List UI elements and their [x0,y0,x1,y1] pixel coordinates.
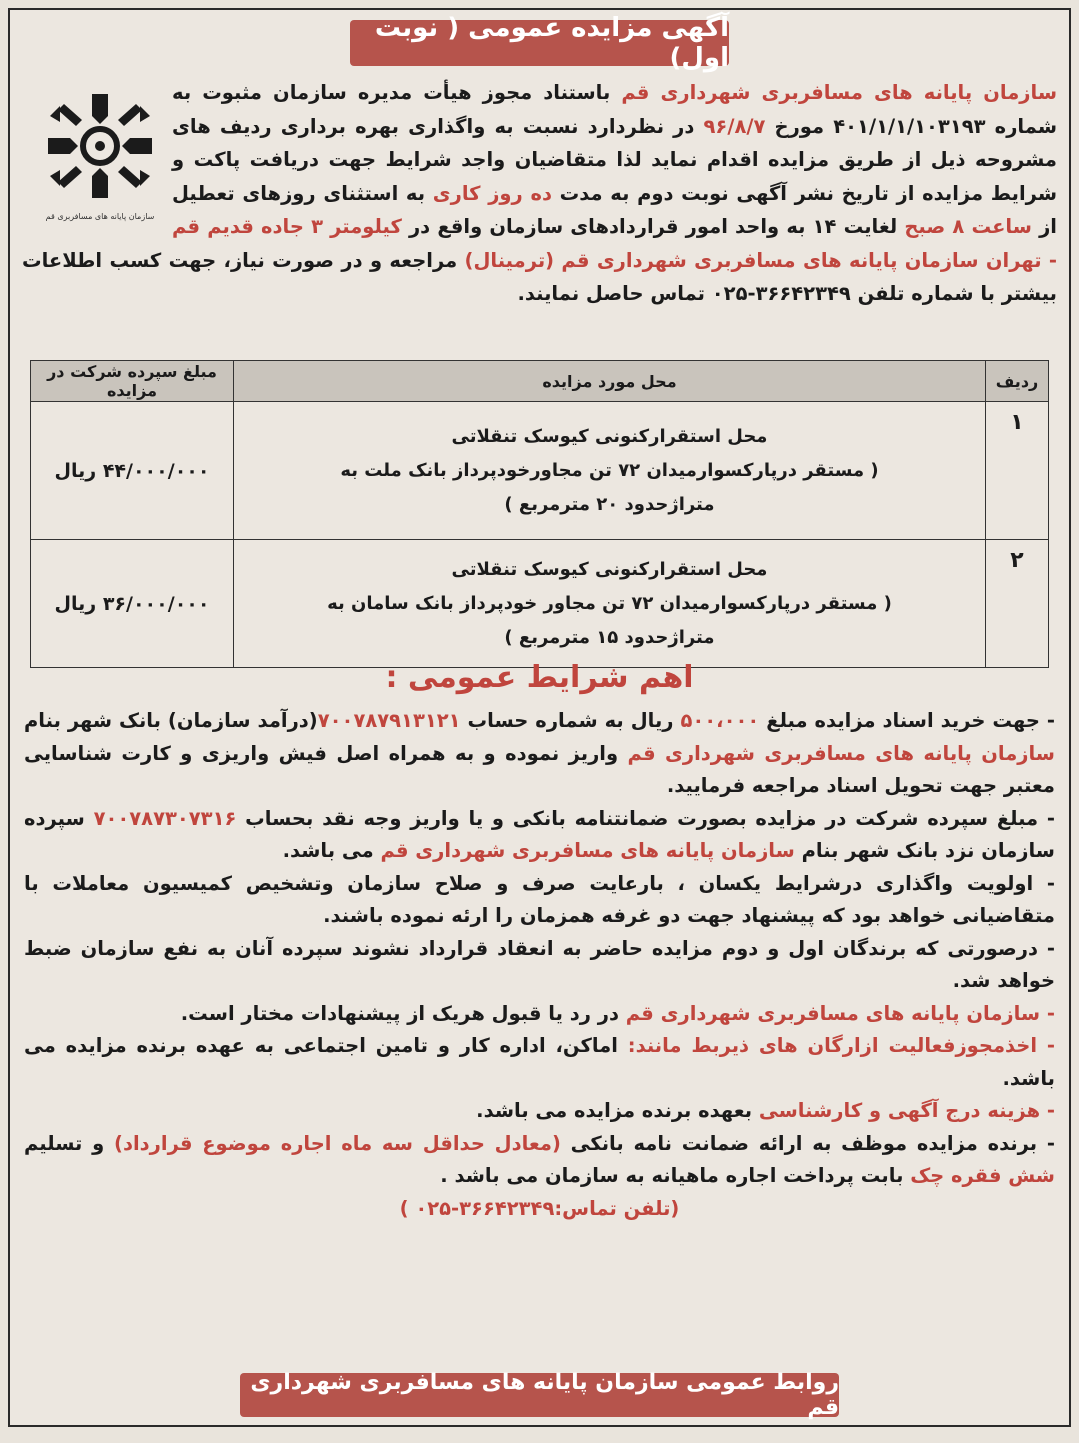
intro-part2: مورخ [765,114,834,138]
contact-phone: (تلفن تماس:۳۶۶۴۲۳۴۹-۰۲۵ ) [399,1196,680,1220]
condition-text: - برنده مزایده موظف به ارائه ضمانت نامه بانکی [560,1131,1055,1155]
advertisement-page [8,8,1071,1427]
condition-text: (درآمد سازمان) بانک شهر بنام [24,709,318,732]
condition-text: می باشد. [282,839,381,862]
row-number: ۱ [986,402,1049,540]
condition-item [24,1128,1055,1193]
place-line-1: محل استقرارکنونی کیوسک تنقلاتی [451,425,768,447]
row-number: ۲ [986,540,1049,668]
intro-paragraph [22,76,1057,311]
condition-item [24,803,1055,868]
condition-text: در رد یا قبول هریک از پیشنهادات مختار است. [180,1001,626,1025]
condition-item: - درصورتی که برندگان اول و دوم مزایده حاضر به انعقاد قرارداد نشوند سپرده آنان به نفع سازمان ضبط خواهد شد. [24,936,1055,992]
condition-highlight: - اخذمجوزفعالیت ازارگان های ذیربط مانند: [627,1034,1055,1057]
place-line-2: ( مستقر درپارکسوارمیدان ۷۲ تن مجاورخودپرداز بانک ملت به [340,459,879,481]
table-header-row [31,361,1049,402]
table-row [31,540,1049,668]
condition-highlight: - هزینه درج آگهی و کارشناسی [758,1099,1055,1122]
place-line-3: متراژحدود ۲۰ مترمربع ) [504,493,715,515]
condition-text: بعهده برنده مزایده می باشد. [476,1099,759,1122]
conditions-list [24,705,1055,1225]
intro-part1: باستناد مجوز هیأت مدیره سازمان مثبوت به شماره [172,81,1057,138]
intro-part5: لغایت ۱۴ به واحد امور قراردادهای سازمان واقع در [401,215,905,238]
auction-items-table [30,360,1049,668]
place-line-3: متراژحدود ۱۵ مترمربع ) [504,626,715,648]
col-header-place: محل مورد مزایده [234,361,986,402]
footer-banner [240,1370,839,1420]
intro-part4: به استثنای روزهای تعطیل از [172,181,1057,238]
conditions-title: اهم شرایط عمومی : [385,660,694,695]
duration: ده روز کاری [432,181,552,205]
condition-item [24,1030,1055,1095]
condition-text: اماکن، اداره کار و تامین اجتماعی به عهده برنده مزایده می باشد. [24,1034,1055,1090]
condition-text: - جهت خرید اسناد مزایده مبلغ [759,709,1055,732]
org-name: سازمان پایانه های مسافربری شهرداری قم [621,81,1057,104]
condition-item: - اولویت واگذاری درشرایط یکسان ، بارعایت صرف و صلاح سازمان وتشخیص کمیسیون معاملات با متقاضیانی خواهد بود که پیشنهاد جهت دو غرفه همزمان را ارئه نموده باشند. [24,871,1055,927]
deposit-amount: ۴۴/۰۰۰/۰۰۰ ریال [31,402,234,540]
letter-date: ۹۶/۸/۷ [703,114,766,138]
place-line-2: ( مستقر درپارکسوارمیدان ۷۲ تن مجاور خودپرداز بانک سامان به [327,592,892,614]
logo-caption: سازمان پایانه های مسافربری قم [45,212,155,221]
office-address: کیلومتر ۳ جاده قدیم قم - تهران سازمان پایانه های مسافربری شهرداری قم (ترمینال) [172,215,1057,272]
ad-title: آگهی مزایده عمومی ( نوبت اول) [374,13,729,73]
intro-part6: مراجعه و در صورت نیاز، جهت کسب اطلاعات بیشتر با شماره تلفن ۳۶۶۴۲۳۴۹-۰۲۵ تماس حاصل نمایند. [22,248,1057,305]
condition-text: بابت پرداخت اجاره ماهیانه به سازمان می باشد . [440,1164,911,1187]
condition-text: سپرده سازمان نزد بانک شهر بنام [24,806,1055,862]
intro-part3: در نظردارد نسبت به واگذاری بهره برداری ردیف های مشروحه ذیل از طریق مزایده اقدام نماید لذا متقاضیان واجد شرایط جهت دریافت پاکت و شرایط مزایده از تاریخ نشر آگهی نوبت دوم به مدت [172,114,1057,205]
ad-title-banner [350,13,729,73]
logo-spacer [22,76,172,241]
deposit-amount: ۳۶/۰۰۰/۰۰۰ ریال [31,540,234,668]
place-description [234,402,986,540]
col-header-row-number: ردیف [986,361,1049,402]
condition-text: واریز نموده و به همراه اصل فیش واریزی و کارت شناسایی معتبر جهت تحویل اسناد مراجعه فرمایید. [24,741,1055,797]
col-header-deposit: مبلغ سپرده شرکت در مزایده [31,361,234,402]
org-name: سازمان پایانه های مسافربری شهرداری قم [627,741,1055,765]
condition-highlight: شش فقره چک [910,1164,1055,1187]
condition-item [24,998,1055,1031]
condition-text: و تسلیم [24,1131,115,1155]
place-line-1: محل استقرارکنونی کیوسک تنقلاتی [451,558,768,580]
deposit-account-number: ۷۰۰۷۸۷۳۰۷۳۱۶ [93,806,237,830]
condition-highlight: (معادل حداقل سه ماه اجاره موضوع قرارداد) [114,1131,561,1155]
org-name: سازمان پایانه های مسافربری شهرداری قم [380,839,795,862]
condition-text: ریال به شماره حساب [460,709,681,732]
start-time: ساعت ۸ صبح [904,215,1032,238]
place-description [234,540,986,668]
document-price: ۵۰۰،۰۰۰ [680,709,760,732]
condition-text: - مبلغ سپرده شرکت در مزایده بصورت ضمانتنامه بانکی و یا واریز وجه نقد بحساب [236,806,1055,830]
letter-number: ۴۰۱/۱/۱/۱۰۳۱۹۳ [833,114,986,138]
org-name: - سازمان پایانه های مسافربری شهرداری قم [625,1001,1055,1025]
income-account-number: ۷۰۰۷۸۷۹۱۳۱۲۱ [317,709,461,732]
table-row [31,402,1049,540]
condition-item [24,1095,1055,1128]
footer-text: روابط عمومی سازمان پایانه های مسافربری شهرداری قم [250,1370,839,1420]
condition-item [24,705,1055,803]
